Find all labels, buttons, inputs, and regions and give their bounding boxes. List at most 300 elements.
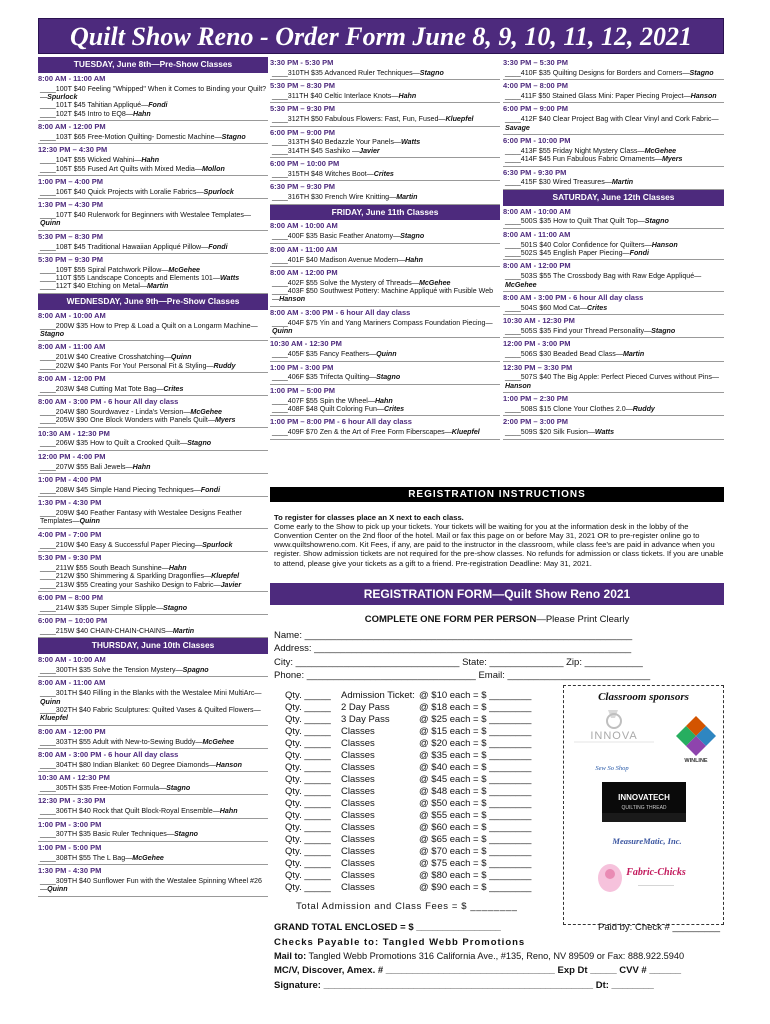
class-item[interactable] [38, 266, 268, 274]
class-description: ____306TH $40 Rock that Quilt Block-Royal Ensemble— [40, 807, 220, 816]
class-item[interactable] [38, 282, 268, 290]
quantity-row[interactable] [285, 822, 560, 834]
class-item[interactable] [38, 110, 268, 118]
form-instruction-rest: —Please Print Clearly [536, 614, 630, 625]
time-slot [38, 123, 268, 144]
instructor-name: Fondi [629, 249, 649, 258]
quantity-row[interactable] [285, 738, 560, 750]
instructor-name: Myers [214, 416, 236, 425]
time-slot [38, 343, 268, 373]
time-slot [503, 105, 724, 135]
total-fees[interactable]: Total Admission and Class Fees = $ ________ [296, 901, 518, 912]
class-item[interactable] [503, 155, 724, 163]
class-item[interactable] [503, 249, 724, 257]
quantity-input[interactable]: Qty. _____ [285, 690, 331, 701]
instructor-name: McGehee [505, 280, 537, 289]
class-item[interactable] [270, 138, 500, 146]
class-description: ____407F $55 Spin the Wheel— [272, 396, 375, 405]
time-slot-label: 1:00 PM – 4:00 PM [38, 176, 104, 186]
registration-heading: To register for classes place an X next to each class. [274, 513, 464, 522]
class-description: ____316TH $30 French Wire Knitting— [272, 193, 397, 202]
day-header: TUESDAY, June 8th—Pre-Show Classes [38, 57, 268, 73]
quantity-row[interactable] [285, 690, 560, 702]
time-slot [270, 246, 500, 267]
class-item[interactable] [38, 706, 268, 723]
instructor-name: McGehee [644, 146, 677, 155]
time-slot [270, 105, 500, 126]
time-slot-label: 8:00 AM - 10:00 AM [503, 206, 571, 216]
class-description: ____207W $55 Bali Jewels— [40, 462, 133, 471]
class-item[interactable] [270, 373, 500, 381]
svg-text:MeasureMatic, Inc.: MeasureMatic, Inc. [612, 836, 682, 846]
class-description: ____415F $30 Wired Treasures— [505, 178, 612, 187]
class-description: ____402F $55 Solve the Mystery of Threads— [272, 278, 419, 287]
class-item[interactable] [38, 188, 268, 196]
class-description: ____109T $55 Spiral Patchwork Pillow— [40, 265, 169, 274]
quantity-input[interactable]: Qty. _____ [285, 834, 331, 845]
time-slot [270, 387, 500, 417]
time-slot-label: 8:00 AM - 11:00 AM [38, 73, 106, 83]
registration-form-header: REGISTRATION FORM—Quilt Show Reno 2021 [270, 583, 724, 605]
quantity-row[interactable] [285, 798, 560, 810]
instructor-name: Fondi [148, 101, 168, 110]
instructor-name: Martin [622, 350, 645, 359]
divider [270, 79, 500, 80]
instructor-name: Martin [172, 626, 195, 635]
price-line: @ $75 each = $ ________ [419, 858, 532, 869]
instructor-name: Mollon [201, 164, 225, 173]
time-slot [503, 317, 724, 338]
checks-payable-label: Checks Payable to: Tangled Webb Promotions [274, 937, 526, 948]
time-slot [38, 233, 268, 254]
class-item[interactable] [38, 133, 268, 141]
time-slot [270, 418, 500, 439]
quantity-row[interactable] [285, 774, 560, 786]
class-item[interactable] [270, 405, 500, 413]
class-item[interactable] [503, 178, 724, 186]
instructor-name: Martin [611, 178, 634, 187]
ticket-type: Classes [341, 822, 375, 833]
class-description: ____304TH $80 Indian Blanket: 60 Degree Diamonds— [40, 760, 216, 769]
class-item[interactable] [503, 241, 724, 249]
class-description: ____101T $45 Tahitian Appliqué— [40, 101, 149, 110]
quantity-row[interactable] [285, 834, 560, 846]
class-item[interactable] [270, 115, 500, 123]
quantity-input[interactable]: Qty. _____ [285, 774, 331, 785]
class-item[interactable] [38, 243, 268, 251]
class-item[interactable] [503, 373, 724, 390]
instructor-name: Stagno [419, 68, 444, 77]
time-slot-label: 8:00 AM - 3:00 PM - 6 hour All day class [38, 749, 179, 759]
time-slot [503, 208, 724, 229]
divider [38, 591, 268, 592]
class-item[interactable] [38, 541, 268, 549]
class-item[interactable] [38, 439, 268, 447]
class-description: ____508S $15 Clone Your Clothes 2.0— [505, 404, 633, 413]
instructor-name: Quinn [47, 885, 68, 894]
class-item[interactable] [38, 274, 268, 282]
quantity-row[interactable] [285, 810, 560, 822]
time-slot-label: 6:00 PM – 9:00 PM [503, 104, 569, 114]
class-item[interactable] [270, 397, 500, 405]
class-item[interactable] [38, 509, 268, 526]
divider [270, 361, 500, 362]
quantity-row[interactable] [285, 882, 560, 894]
quantity-input[interactable]: Qty. _____ [285, 798, 331, 809]
class-item[interactable] [503, 92, 724, 100]
grand-total-label: GRAND TOTAL ENCLOSED = $ ________________ [274, 922, 501, 933]
class-item[interactable] [503, 217, 724, 225]
class-item[interactable] [38, 877, 268, 894]
class-description: ____401F $40 Madison Avenue Modern— [272, 255, 406, 264]
class-description: ____202W $40 Pants For You! Personal Fit & Styling— [40, 361, 214, 370]
class-item[interactable] [38, 416, 268, 424]
time-slot [270, 59, 500, 80]
instructor-name: Spagno [182, 666, 209, 675]
divider [503, 337, 724, 338]
class-item[interactable] [38, 385, 268, 393]
divider [270, 439, 500, 440]
instructor-name: Quinn [170, 353, 192, 362]
time-slot-label: 8:00 AM - 12:00 PM [38, 726, 106, 736]
schedule-column-1 [38, 57, 268, 897]
innova-logo [570, 706, 660, 756]
class-description: ____403F $50 Southwest Pottery: Machine Appliqué with Fusible Web— [272, 287, 494, 304]
class-item[interactable] [38, 784, 268, 792]
quantity-input[interactable]: Qty. _____ [285, 726, 331, 737]
quantity-input[interactable]: Qty. _____ [285, 702, 331, 713]
divider [38, 450, 268, 451]
time-slot [270, 82, 500, 103]
class-description: ____505S $35 Find your Thread Personality— [505, 327, 652, 336]
day-header: WEDNESDAY, June 9th—Pre-Show Classes [38, 294, 268, 310]
class-item[interactable] [38, 830, 268, 838]
class-item[interactable] [270, 69, 500, 77]
time-slot [38, 728, 268, 749]
class-item[interactable] [270, 170, 500, 178]
time-slot-label: 6:00 PM – 10:00 PM [270, 159, 340, 169]
time-slot-label: 8:00 AM - 12:00 PM [38, 122, 106, 132]
class-item[interactable] [38, 689, 268, 706]
ticket-type: Classes [341, 774, 375, 785]
time-slot [38, 594, 268, 615]
card-number-field[interactable] [274, 965, 681, 976]
time-slot [38, 178, 268, 199]
instructor-name: Hahn [374, 396, 393, 405]
class-item[interactable] [270, 319, 500, 336]
class-item[interactable] [270, 232, 500, 240]
instructor-name: Stagno [166, 783, 191, 792]
divider [38, 230, 268, 231]
class-description: ____105T $55 Fused Art Quilts with Mixed Media— [40, 164, 202, 173]
class-item[interactable] [38, 322, 268, 339]
divider [503, 392, 724, 393]
divider [270, 243, 500, 244]
time-slot [38, 617, 268, 638]
class-description: ____500S $35 How to Quilt That Quilt Top— [505, 217, 645, 226]
class-item[interactable] [38, 211, 268, 228]
time-slot [38, 751, 268, 772]
time-slot-label: 12:30 PM - 3:30 PM [38, 796, 106, 806]
instructor-name: McGehee [202, 737, 235, 746]
quantity-input[interactable]: Qty. _____ [285, 786, 331, 797]
divider [503, 291, 724, 292]
divider [38, 676, 268, 677]
instructor-name: Ruddy [632, 404, 655, 413]
class-item[interactable] [38, 362, 268, 370]
divider [38, 614, 268, 615]
class-item[interactable] [38, 408, 268, 416]
time-slot-label: 2:00 PM – 3:00 PM [503, 417, 569, 427]
class-item[interactable] [270, 147, 500, 155]
instructor-name: Javier [359, 146, 380, 155]
class-description: ____210W $40 Easy & Successful Paper Piecing— [40, 540, 203, 549]
instructor-name: Hahn [132, 462, 151, 471]
class-description: ____215W $40 CHAIN-CHAIN-CHAINS— [40, 626, 173, 635]
class-item[interactable] [503, 69, 724, 77]
divider [270, 337, 500, 338]
class-item[interactable] [38, 165, 268, 173]
time-slot [503, 418, 724, 439]
time-slot-label: 6:30 PM – 9:30 PM [270, 182, 336, 192]
quantity-row[interactable] [285, 750, 560, 762]
instructor-name: Watts [219, 274, 240, 283]
class-description: ____406F $35 Trifecta Quilting— [272, 373, 377, 382]
class-item[interactable] [38, 564, 268, 572]
divider [38, 340, 268, 341]
time-slot-label: 12:00 PM - 4:00 PM [38, 451, 106, 461]
class-item[interactable] [270, 256, 500, 264]
time-slot [38, 679, 268, 725]
quantity-input[interactable]: Qty. _____ [285, 750, 331, 761]
price-line: @ $25 each = $ ________ [419, 714, 532, 725]
class-description: ____310TH $35 Advanced Ruler Techniques— [272, 68, 420, 77]
quantity-input[interactable]: Qty. _____ [285, 858, 331, 869]
innovatech-logo [602, 782, 686, 822]
time-slot-label: 1:00 PM - 4:00 PM [38, 475, 102, 485]
price-line: @ $45 each = $ ________ [419, 774, 532, 785]
divider [503, 314, 724, 315]
time-slot [503, 82, 724, 103]
class-description: ____315TH $48 Witches Boot— [272, 170, 374, 179]
time-slot-label: 6:00 PM – 9:00 PM [270, 127, 336, 137]
instructor-name: McGehee [168, 265, 200, 274]
time-slot-label: 6:30 PM - 9:30 PM [503, 167, 567, 177]
class-item[interactable] [38, 604, 268, 612]
quantity-row[interactable] [285, 702, 560, 714]
instructor-name: Crites [373, 170, 394, 179]
quantity-input[interactable]: Qty. _____ [285, 810, 331, 821]
price-line: @ $15 each = $ ________ [419, 726, 532, 737]
instructor-name: McGehee [418, 278, 451, 287]
paid-by-field[interactable]: Paid by: Check # _________ [598, 922, 721, 933]
time-slot [38, 656, 268, 677]
class-item[interactable] [38, 666, 268, 674]
price-line: @ $48 each = $ ________ [419, 786, 532, 797]
instructor-name: Stagno [163, 603, 188, 612]
time-slot-label: 8:00 AM - 3:00 PM - 6 hour All day class [38, 397, 179, 407]
time-slot [270, 364, 500, 385]
divider [270, 266, 500, 267]
class-item[interactable] [503, 304, 724, 312]
divider [38, 143, 268, 144]
class-description: ____413F $55 Friday Night Mystery Class— [505, 146, 645, 155]
quantity-row[interactable] [285, 762, 560, 774]
class-item[interactable] [270, 193, 500, 201]
time-slot [38, 844, 268, 865]
class-description: ____504S $60 Mod Cat— [505, 303, 588, 312]
price-line: @ $18 each = $ ________ [419, 702, 532, 713]
instructor-name: Spurlock [203, 187, 234, 196]
class-item[interactable] [503, 272, 724, 289]
class-item[interactable] [38, 807, 268, 815]
class-item[interactable] [270, 287, 500, 304]
quantity-row[interactable] [285, 870, 560, 882]
ticket-quantity-table [285, 690, 560, 894]
class-item[interactable] [503, 115, 724, 132]
divider [503, 415, 724, 416]
time-slot-label: 12:30 PM – 4:30 PM [38, 145, 108, 155]
ticket-type: Classes [341, 762, 375, 773]
class-description: ____410F $35 Quilting Designs for Borders and Corners— [505, 68, 690, 77]
class-item[interactable] [38, 486, 268, 494]
divider [38, 372, 268, 373]
instructor-name: Quinn [40, 697, 61, 706]
class-description: ____509S $20 Silk Fusion— [505, 428, 595, 437]
instructor-name: Hahn [141, 156, 160, 165]
divider [270, 384, 500, 385]
class-description: ____408F $48 Quilt Coloring Fun— [272, 404, 384, 413]
quantity-input[interactable]: Qty. _____ [285, 822, 331, 833]
instructor-name: Hahn [398, 92, 417, 101]
class-item[interactable] [38, 463, 268, 471]
class-item[interactable] [270, 92, 500, 100]
quantity-input[interactable]: Qty. _____ [285, 762, 331, 773]
class-item[interactable] [38, 738, 268, 746]
divider [38, 395, 268, 396]
classroom-sponsors [563, 685, 724, 925]
time-slot [38, 256, 268, 294]
time-slot-label: 8:00 AM - 10:00 AM [38, 310, 106, 320]
class-item[interactable] [270, 279, 500, 287]
instructor-name: Stagno [651, 327, 676, 336]
class-description: ____308TH $55 The L Bag— [40, 853, 133, 862]
grand-total-field[interactable] [274, 922, 501, 933]
class-item[interactable] [38, 854, 268, 862]
time-slot-label: 8:00 AM - 3:00 PM - 6 hour All day class [503, 292, 644, 302]
quantity-row[interactable] [285, 846, 560, 858]
quantity-input[interactable]: Qty. _____ [285, 846, 331, 857]
class-item[interactable] [503, 405, 724, 413]
class-item[interactable] [38, 156, 268, 164]
class-item[interactable] [38, 353, 268, 361]
time-slot [38, 201, 268, 231]
time-slot [270, 129, 500, 159]
instructor-name: Quinn [40, 219, 61, 228]
quantity-row[interactable] [285, 726, 560, 738]
time-slot [38, 430, 268, 451]
class-item[interactable] [38, 581, 268, 589]
quantity-row[interactable] [285, 786, 560, 798]
instructor-name: Spurlock [47, 93, 78, 102]
time-slot [38, 531, 268, 552]
divider [503, 259, 724, 260]
divider [38, 748, 268, 749]
city-state-zip-field[interactable]: City: _______________________________ State: ______________ Zip: ___________ [274, 657, 643, 668]
class-item[interactable] [503, 147, 724, 155]
name-field[interactable]: Name: ______________________________________________________________ [274, 630, 633, 641]
class-item[interactable] [38, 101, 268, 109]
address-field[interactable]: Address: ____________________________________________________________ [274, 643, 632, 654]
quantity-input[interactable]: Qty. _____ [285, 714, 331, 725]
class-description: ____212W $50 Shimmering & Sparkling Dragonflies— [40, 572, 212, 581]
time-slot-label: 1:00 PM - 5:00 PM [38, 842, 102, 852]
instructor-name: Stagno [221, 133, 246, 142]
price-line: @ $55 each = $ ________ [419, 810, 532, 821]
time-slot-label: 6:00 PM – 8:00 PM [38, 592, 104, 602]
class-item[interactable] [270, 350, 500, 358]
ticket-type: Classes [341, 870, 375, 881]
fabric-chicks-logo [594, 858, 698, 898]
class-item[interactable] [503, 327, 724, 335]
quantity-input[interactable]: Qty. _____ [285, 738, 331, 749]
class-description: ____110T $55 Landscape Concepts and Elements 101— [40, 274, 220, 283]
class-item[interactable] [38, 85, 268, 102]
svg-text:QUILTING THREAD: QUILTING THREAD [621, 805, 667, 811]
quantity-input[interactable]: Qty. _____ [285, 870, 331, 881]
class-item[interactable] [38, 572, 268, 580]
class-item[interactable] [503, 350, 724, 358]
divider [38, 551, 268, 552]
time-slot-label: 6:00 PM - 10:00 PM [503, 135, 571, 145]
time-slot [38, 554, 268, 592]
divider [270, 157, 500, 158]
divider [38, 175, 268, 176]
winline-logo [672, 714, 722, 764]
time-slot [38, 821, 268, 842]
instructor-name: Kluepfel [451, 428, 480, 437]
phone-email-field[interactable]: Phone: ________________________________ Email: ___________________________ [274, 670, 651, 681]
time-slot-label: 8:00 AM - 12:00 PM [503, 261, 571, 271]
quantity-input[interactable]: Qty. _____ [285, 882, 331, 893]
class-description: ____507S $40 The Big Apple: Perfect Pieced Curves without Pins— [505, 373, 719, 382]
time-slot [38, 312, 268, 342]
time-slot [503, 294, 724, 315]
form-title: Quilt Show Reno - Order Form June 8, 9, 10, 11, 12, 2021 [38, 18, 724, 54]
divider [38, 725, 268, 726]
instructor-name: Stagno [644, 217, 669, 226]
instructor-name: Hahn [405, 255, 423, 264]
class-item[interactable] [270, 428, 500, 436]
class-item[interactable] [503, 428, 724, 436]
quantity-row[interactable] [285, 858, 560, 870]
class-item[interactable] [38, 627, 268, 635]
time-slot [38, 75, 268, 121]
time-slot [503, 395, 724, 416]
class-description: ____107T $40 Rulerwork for Beginners with Westalee Templates— [40, 211, 251, 219]
measurematic-logo [582, 833, 712, 849]
time-slot-label: 4:00 PM - 7:00 PM [38, 529, 102, 539]
class-item[interactable] [38, 761, 268, 769]
quantity-row[interactable] [285, 714, 560, 726]
class-description: ____506S $30 Beaded Bead Class— [505, 350, 623, 359]
card-label: MC/V, Discover, Amex. # ________________________________ Exp Dt _____ CVV # ______ [274, 965, 682, 976]
class-description: ____112T $40 Etching on Metal— [40, 282, 148, 291]
time-slot [270, 160, 500, 181]
ticket-type: Classes [341, 786, 375, 797]
sew-so-shop-logo [592, 758, 632, 780]
signature-field[interactable] [274, 980, 654, 991]
